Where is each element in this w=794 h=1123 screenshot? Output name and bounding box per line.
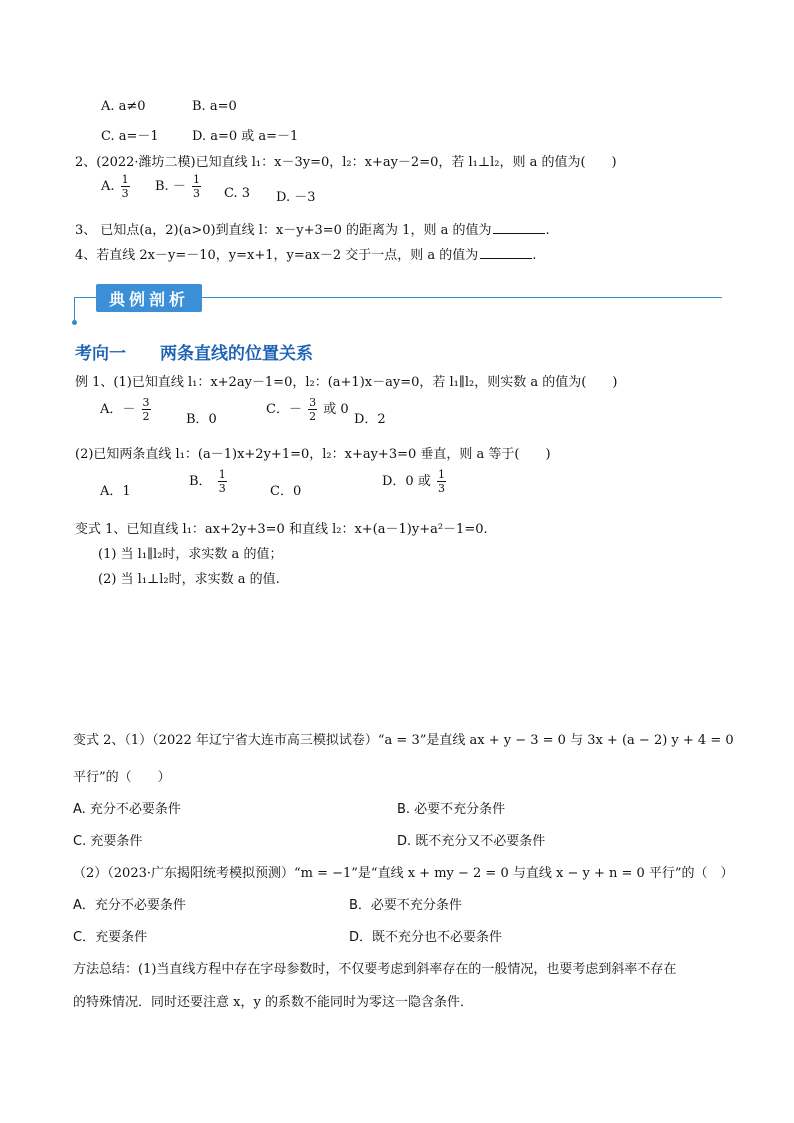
question-2-option-a: A. $\frac{1}{3}$	[101, 173, 129, 200]
question-3: 3、 已知点(a，2)(a>0)到直线 l：x－y+3=0 的距离为 1，则 a 的值为 .	[75, 223, 550, 238]
variant-2-part-1-option-d: D. 既不充分又不必要条件	[397, 834, 546, 849]
method-summary-line-2: 的特殊情况．同时还要注意 x，y 的系数不能同时为零这一隐含条件．	[73, 995, 473, 1010]
question-4: 4、若直线 2x－y=－10，y=x+1，y=ax－2 交于一点，则 a 的值为 .	[75, 248, 537, 263]
variant-2-part-2-option-c: C．充要条件	[73, 930, 148, 945]
question-2-option-c: C. 3	[224, 186, 251, 201]
option-c: C. a=－1	[101, 129, 159, 144]
variant-2-part-1-stem-cont: 平行”的（ ）	[73, 770, 171, 785]
example-1-part-1-option-c: C．－ $\frac{3}{2}$ 或 0	[266, 396, 349, 423]
variant-2-part-2-stem: （2）（2023·广东揭阳统考模拟预测）“m = −1”是“直线 x + my − 2 = 0 与直线 x − y + n = 0 平行”的（ ）	[73, 866, 734, 881]
variant-1-part-2: (2) 当 l₁⊥l₂时，求实数 a 的值.	[98, 572, 280, 587]
variant-1-stem: 变式 1、已知直线 l₁：ax+2y+3=0 和直线 l₂：x+(a－1)y+a²－1=0.	[75, 522, 488, 537]
variant-2-part-1-option-a: A. 充分不必要条件	[73, 802, 181, 817]
example-1-part-2-option-a: A．1	[100, 484, 131, 499]
variant-2-part-2-option-a: A．充分不必要条件	[73, 898, 186, 913]
example-1-part-1-option-d: D．2	[354, 412, 386, 427]
variant-2-part-2-option-d: D．既不充分也不必要条件	[349, 930, 503, 945]
example-1-part-2-option-b: B． $\frac{1}{3}$	[189, 468, 226, 495]
variant-2-part-1-stem: 变式 2、（1）（2022 年辽宁省大连市高三模拟试卷）“a = 3”是直线 ax + y − 3 = 0 与 3x + (a − 2) y + 4 = 0	[73, 733, 734, 748]
section-heading: 考向一 两条直线的位置关系	[75, 344, 313, 364]
banner-tick	[74, 297, 75, 321]
variant-2-part-1-option-b: B. 必要不充分条件	[397, 802, 506, 817]
example-1-part-1-option-a: A．－ $\frac{3}{2}$	[100, 396, 150, 423]
variant-2-part-2-option-b: B．必要不充分条件	[349, 898, 462, 913]
example-1-part-2-option-d: D．0 或 $\frac{1}{3}$	[382, 468, 445, 495]
question-2-option-d: D. －3	[276, 190, 316, 205]
banner-dot	[72, 320, 77, 325]
example-1-part-2-option-c: C．0	[270, 484, 302, 499]
variant-1-part-1: (1) 当 l₁∥l₂时，求实数 a 的值；	[98, 547, 283, 562]
example-1-part-2-stem: (2)已知两条直线 l₁：(a－1)x+2y+1=0，l₂：x+ay+3=0 垂直，则 a 等于( )	[75, 447, 551, 462]
section-banner: 典例剖析	[96, 284, 202, 312]
variant-2-part-1-option-c: C. 充要条件	[73, 834, 143, 849]
method-summary-line-1: 方法总结：(1)当直线方程中存在字母参数时，不仅要考虑到斜率存在的一般情况，也要考虑到斜率不存在	[73, 962, 677, 977]
question-2-stem: 2、(2022·潍坊二模)已知直线 l₁：x－3y=0，l₂：x+ay－2=0，若 l₁⊥l₂，则 a 的值为( )	[75, 155, 617, 170]
example-1-part-1-stem: 例 1、(1)已知直线 l₁：x+2ay－1=0，l₂：(a+1)x－ay=0，若 l₁∥l₂，则实数 a 的值为( )	[75, 375, 618, 390]
option-b: B. a=0	[192, 99, 237, 114]
example-1-part-1-option-b: B．0	[186, 412, 217, 427]
option-a: A. a≠0	[101, 99, 146, 114]
question-2-option-b: B. － $\frac{1}{3}$	[155, 173, 200, 200]
option-d: D. a=0 或 a=－1	[192, 129, 299, 144]
